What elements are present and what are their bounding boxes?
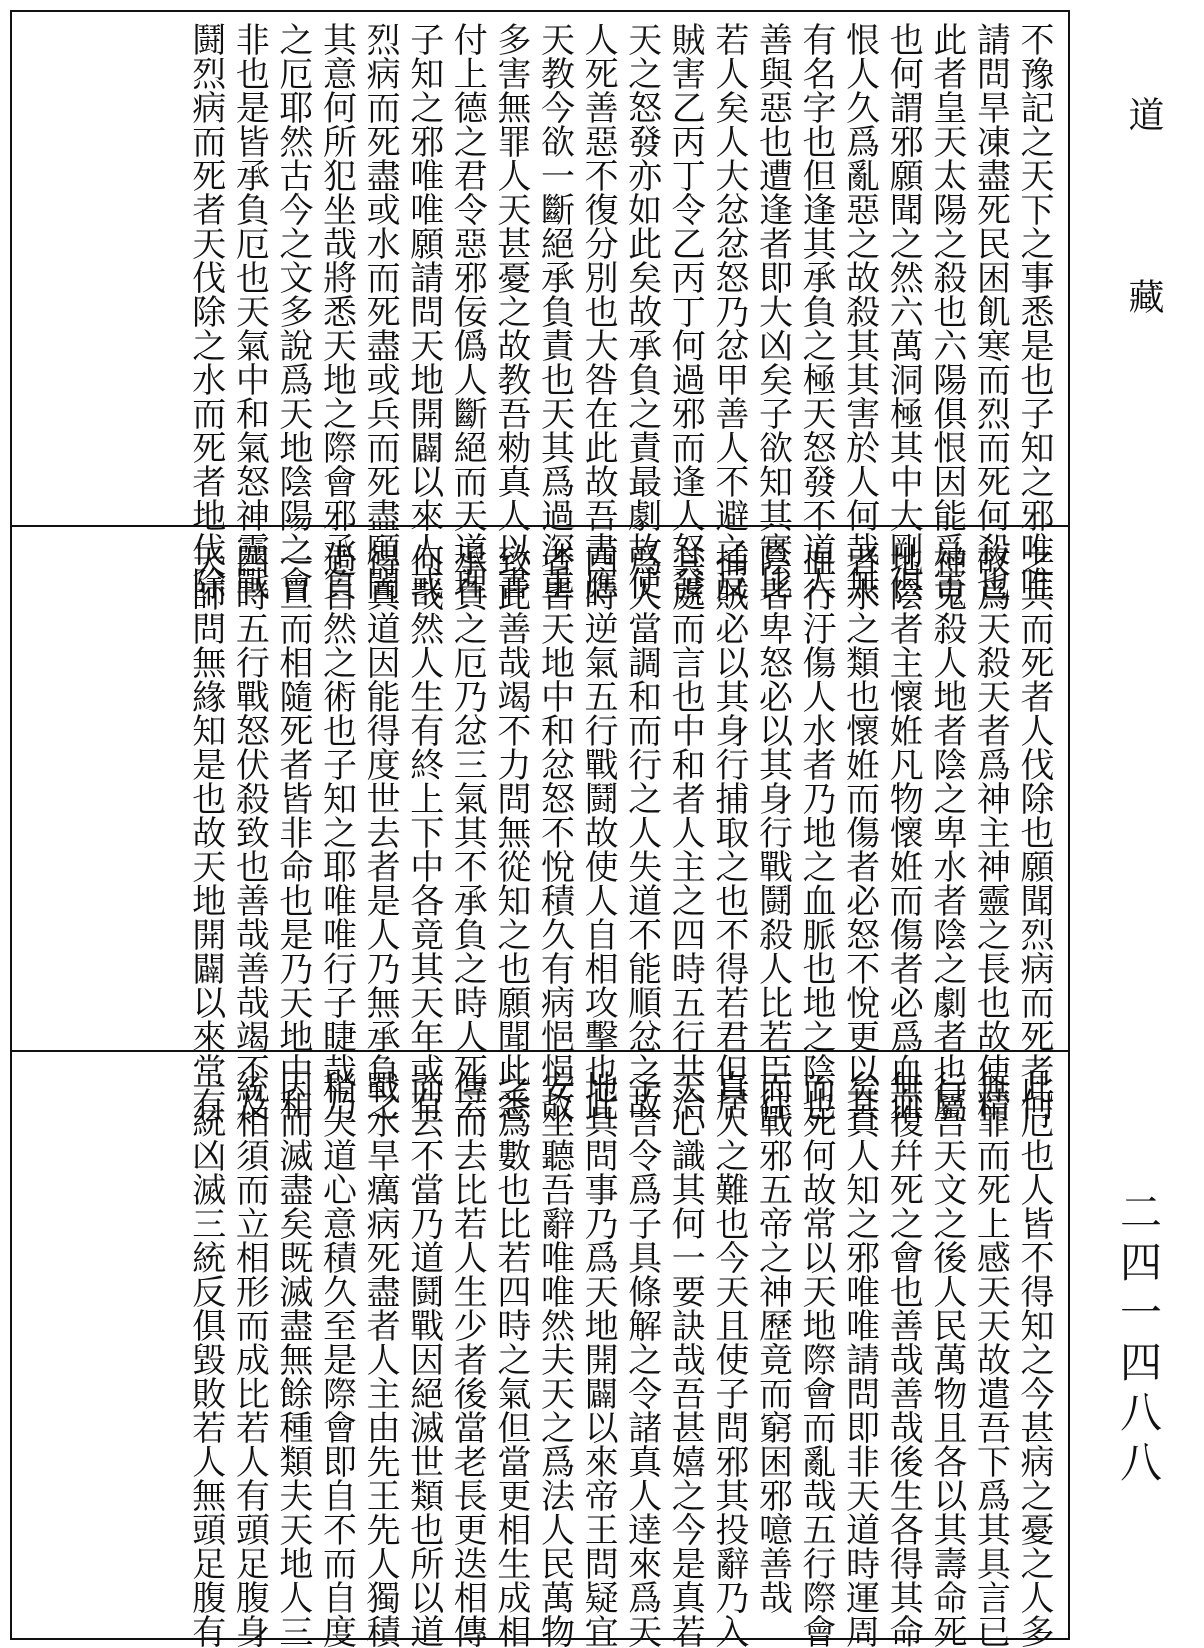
text-column: 無復幷死之會也善哉善哉後生各得其命: [883, 1070, 924, 1648]
text-column: 不豫記之天下之事悉是也子知之邪唯唯: [1014, 22, 1054, 600]
book-title-top: 道: [1123, 96, 1164, 132]
text-column: 恨人久爲亂惡之故殺其其害於人何哉無: [839, 22, 880, 600]
text-column: 天心識其何一要訣哉吾甚嬉之今是真若: [665, 1070, 706, 1648]
text-column: 一統凶滅三統反俱毀敗若人無頭足腹有: [185, 1070, 226, 1648]
text-columns-middle: [185, 543, 1054, 1121]
text-column: 陰者卑怒必以其身行戰鬪殺人比若臣往: [752, 543, 793, 1121]
text-column: 之兵而死者人伐除也願聞烈病而死者何: [1014, 543, 1054, 1121]
text-column: 故爲天殺天者爲神主神靈之長也故使精: [970, 543, 1011, 1121]
text-column: 矣真人知之邪唯唯請問即非天道時運周: [839, 1070, 880, 1648]
text-column: 得真道因能得度世去者是人乃無承負之: [360, 543, 401, 1121]
text-columns-bottom: [185, 1070, 1054, 1648]
text-column: 之厄耶然古今之文多說爲天地陰陽之會: [272, 22, 313, 600]
text-column: 此厄也人皆不得知之今甚病之憂之人多: [1014, 1070, 1054, 1648]
text-column: 之爲數也比若四時之氣但當更相生成相: [490, 1070, 531, 1648]
text-column: 人死善惡不復分別也大咎在此故吾書應: [578, 22, 619, 600]
text-column: 請問旱凍盡死民困飢寒而烈而死何殺也: [970, 22, 1011, 600]
text-column: 鬪烈病而死者天伐除之水而死者地伐除: [185, 22, 226, 600]
text-column: 若人矣人大忿忿怒乃忿甲善人不避之反: [708, 22, 749, 600]
text-column: 血行汙傷人水者乃地之血脈也地之陰也: [796, 543, 837, 1121]
text-column: 戰水旱癘病死盡者人主由先王先人獨積: [360, 1070, 401, 1648]
text-column: 四時五行戰怒伏殺致也善哉善哉竭不及: [229, 543, 270, 1121]
text-column: 烈病而死盡或水而死盡或兵而死盡願聞: [360, 22, 401, 600]
text-column: 行吾天文之後人民萬物且各以其壽命死: [926, 1070, 967, 1648]
text-column: 其意何所犯坐哉將悉天地之際會邪承負: [316, 22, 357, 600]
text-column: 真人之難也今天且使子問邪其投辭乃入: [708, 1070, 749, 1648]
text-column: 者皆天地中和忿怒不悅積久有病悒悒故: [534, 543, 575, 1121]
text-column: 無罪而死上感天天故遣吾下爲其具言已: [970, 1070, 1011, 1648]
text-columns-top: [185, 22, 1054, 600]
text-column: 非也是皆承負厄也天氣中和氣怒神靈戰: [229, 22, 270, 600]
text-column: 稍失道心意積久至是際會即自不而自度: [316, 1070, 357, 1648]
text-column: 傳而去比若人生少者後當老長更迭相傳: [447, 1070, 488, 1648]
text-column: 天之怒發亦如此矣故承負之責最劇故使: [621, 22, 662, 600]
text-column: 而死何故常以天地際會而亂哉五行際會: [796, 1070, 837, 1648]
text-column: 也何謂邪願聞之然六萬洞極其中大剛俱: [883, 22, 924, 600]
text-column: 賊害乙丙丁令乙丙丁何過邪而逢人怒發: [665, 22, 706, 600]
register-middle: [12, 525, 1068, 1121]
register-top: [12, 12, 1068, 600]
text-column: 捕賊必以其身行捕取之也不得若君但居: [708, 543, 749, 1121]
text-column: 因而滅盡矣既滅盡無餘種類夫天地人三: [272, 1070, 313, 1648]
text-column: 地具問事乃爲天地開闢以來帝王問疑宜: [578, 1070, 619, 1648]
text-column: 致此善哉竭不力問無從知之也願聞此悉: [490, 543, 531, 1121]
text-column: 統相須而立相形而成比若人有頭足腹身: [229, 1070, 270, 1648]
text-column: 此者皇天太陽之殺也六陽俱恨因能爲害: [926, 22, 967, 600]
text-column: 多害無罪人天甚憂之故教吾勑真人以書: [490, 22, 531, 600]
text-column: 何哉然人生有終上下中各竟其天年或有: [403, 543, 444, 1121]
text-column: 一旦而相隨死者皆非命也是乃天地中和: [272, 543, 313, 1121]
text-column: 天教今欲一斷絕承負責也天其爲過深重: [534, 22, 575, 600]
register-bottom: [12, 1050, 1068, 1648]
text-column: 天師問無緣知是也故天地開闢以來常有: [185, 543, 226, 1121]
text-column: 過自然之術也子知之耶唯唯行子睫哉乃: [316, 543, 357, 1121]
text-column: 四時逆氣五行戰鬪故使人自相攻擊也此: [578, 543, 619, 1121]
text-column: 而去不當乃道鬪戰因絕滅世類也所以道: [403, 1070, 444, 1648]
text-column: 有名字也但逢其承負之極天怒發不道人: [796, 22, 837, 600]
book-title-bottom: 藏: [1123, 278, 1164, 314]
page-number: 二四一四八八: [1114, 1190, 1163, 1490]
text-column: 子言令爲子具條解之令諸真人逹來爲天: [621, 1070, 662, 1648]
text-column: 其處而言也中和者人主之四時五行共治: [665, 543, 706, 1121]
text-column: 付上德之君令惡邪佞僞人斷絕而天道理: [447, 22, 488, 600]
text-column: 而戰邪五帝之神歷竟而窮困邪噫善哉: [752, 1070, 793, 1614]
text-column: 神鬼殺人地者陰之卑水者陰之劇者也屬: [926, 543, 967, 1121]
page-frame: [10, 10, 1070, 1648]
text-column: 承負之厄乃忿三氣其不承負之時人死云: [447, 543, 488, 1121]
text-column: 爲人當調和而行之人失道不能順忿之故: [621, 543, 662, 1121]
text-column: 地陰者主懷姙凡物懷姙而傷者必爲血血: [883, 543, 924, 1121]
text-column: 善與惡也遭逢者即大凶矣子欲知其實比: [752, 22, 793, 600]
text-column: 者水之類也懷姙而傷者必怒不悅更以其: [839, 543, 880, 1121]
text-column: 安坐聽吾辭唯唯然夫天之爲法人民萬物: [534, 1070, 575, 1648]
text-column: 子知之邪唯唯願請問天地開闢以來人或: [403, 22, 444, 600]
